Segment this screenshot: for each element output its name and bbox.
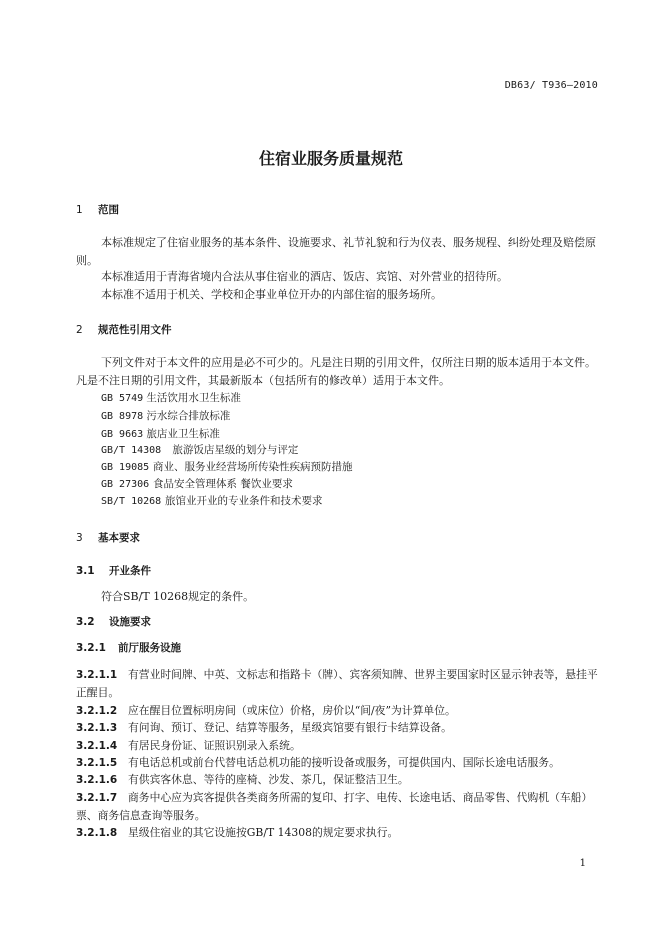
clause-number: 3.2.1.5 [76,757,118,769]
subsection-number: 3.2.1 [76,642,106,654]
subsection-3-1-heading [76,563,151,578]
reference-item [101,493,323,508]
clause-item [76,666,602,701]
reference-title: 生活饮用水卫生标准 [146,392,241,404]
clause-text: 星级住宿业的其它设施按GB/T 14308的规定要求执行。 [128,826,399,839]
subsection-number: 3.2 [76,616,95,628]
paragraph: 本标准规定了住宿业服务的基本条件、设施要求、礼节礼貌和行为仪表、服务规程、纠纷处理及赔偿原则。 [76,236,596,267]
paragraph: 符合SB/T 10268规定的条件。 [101,590,255,603]
section-3-heading [76,530,140,545]
clause-item [76,789,602,824]
reference-item [101,390,241,405]
reference-title: 污水综合排放标准 [146,410,231,422]
reference-item [101,408,230,423]
reference-title: 食品安全管理体系 餐饮业要求 [153,478,293,490]
document-title: 住宿业服务质量规范 [258,149,403,168]
clause-number: 3.2.1.4 [76,740,118,752]
subsection-title: 前厅服务设施 [118,642,181,654]
subsection-number: 3.1 [76,565,95,577]
clause-number: 3.2.1.2 [76,705,118,717]
reference-code: GB 8978 [101,411,144,422]
paragraph: 本标准不适用于机关、学校和企事业单位开办的内部住宿的服务场所。 [101,288,442,301]
paragraph: 本标准适用于青海省境内合法从事住宿业的酒店、饭店、宾馆、对外营业的招待所。 [101,270,508,283]
section-2-heading [76,322,172,337]
reference-title: 旅游饭店星级的划分与评定 [172,444,299,456]
reference-item [101,426,220,441]
section-title: 基本要求 [98,532,140,544]
reference-code: GB 9663 [101,429,144,440]
clause-text: 有营业时间牌、中英、文标志和指路卡（牌）、宾客须知牌、世界主要国家时区显示钟表等，悬挂平正醒目。 [76,668,598,699]
clause-item [76,754,602,772]
clause-text: 有问询、预订、登记、结算等服务，星级宾馆要有银行卡结算设备。 [128,721,452,734]
clause-text: 有居民身份证、证照识别录入系统。 [128,739,301,752]
reference-code: GB 19085 [101,462,150,473]
reference-code: GB 27306 [101,479,150,490]
subsection-title: 开业条件 [109,565,151,577]
reference-code: GB/T 14308 [101,445,162,456]
section-1-heading [76,202,119,217]
section-title: 范围 [98,204,119,216]
clause-number: 3.2.1.8 [76,827,118,839]
reference-title: 旅店业卫生标准 [146,428,220,440]
clause-number: 3.2.1.3 [76,722,118,734]
reference-code: GB 5749 [101,393,144,404]
reference-item [101,459,353,474]
reference-code: SB/T 10268 [101,496,162,507]
section-title: 规范性引用文件 [98,324,172,336]
clause-item [76,719,602,737]
standard-code: DB63/ T936—2010 [504,80,598,91]
paragraph: 下列文件对于本文件的应用是必不可少的。凡是注日期的引用文件，仅所注日期的版本适用于本文件。凡是不注日期的引用文件，其最新版本（包括所有的修改单）适用于本文件。 [76,356,596,387]
subsection-title: 设施要求 [109,616,151,628]
clause-number: 3.2.1.7 [76,792,118,804]
clause-number: 3.2.1.6 [76,774,118,786]
clause-text: 商务中心应为宾客提供各类商务所需的复印、打字、电传、长途电话、商品零售、代购机（车船）票、商务信息查询等服务。 [76,791,593,822]
reference-item [101,476,293,491]
section-number: 1 [76,204,83,216]
clause-text: 应在醒目位置标明房间（或床位）价格，房价以“间/夜”为计算单位。 [128,704,456,717]
section-number: 2 [76,324,83,336]
clause-item [76,737,602,755]
reference-title: 商业、服务业经营场所传染性疾病预防措施 [153,461,353,473]
subsection-3-2-1-heading [76,640,181,655]
reference-item [101,442,298,457]
clause-text: 有电话总机或前台代替电话总机功能的接听设备或服务，可提供国内、国际长途电话服务。 [128,756,560,769]
section-number: 3 [76,532,83,544]
reference-title: 旅馆业开业的专业条件和技术要求 [165,495,323,507]
clause-item [76,771,602,789]
clause-text: 有供宾客休息、等待的座椅、沙发、茶几，保证整洁卫生。 [128,773,409,786]
clause-item [76,702,602,720]
clause-item [76,824,602,842]
clause-number: 3.2.1.1 [76,669,118,681]
page-number: 1 [579,858,586,869]
subsection-3-2-heading [76,614,151,629]
